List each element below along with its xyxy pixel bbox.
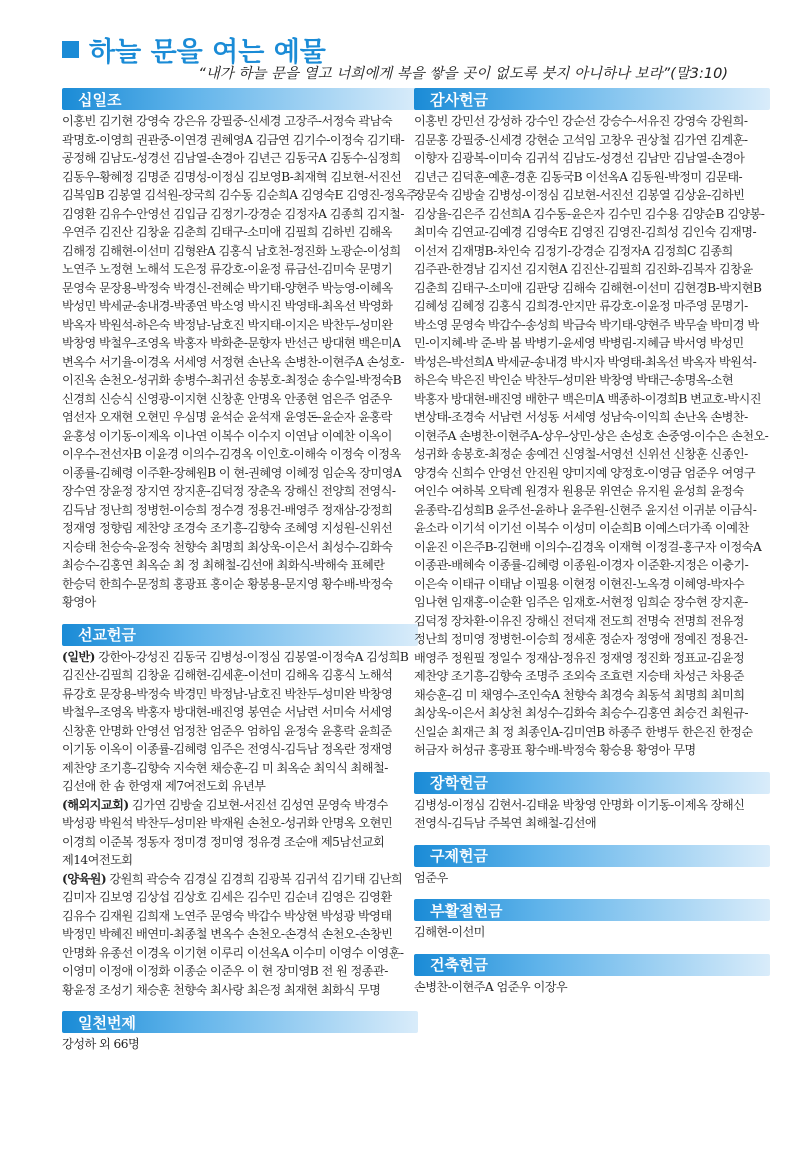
building-list: 손병찬-이현주A 엄준우 이장우 [414, 979, 568, 994]
thanks-list: 이홍빈 강민선 강성하 강수인 강순선 강승수-서유진 강영숙 강원희-김문홍 강필중-신세경 강현순 고석임 고창우 권상철 김가연 김계훈-이향자 김광복-이미숙 김귀석 김남도-성경선 김남만 김남열-손경아 김년근 김덕훈-예훈-경훈 김동국B 이선옥A 김동원-박정미 김문태-장문숙 김방술 김병성-이정심 김보현-서진선 김봉열 김상윤-김하빈 김상율-김은주 김선희A 김수동-윤은자 김수민 김수용 김양순B 김양봉-최미숙 김연교-김예경 김영숙E 김영진 김영진-김희성 김인숙 김재명-이선저 김재명B-차인숙 김정기-강경순 김정자A 김정희C 김종희 김주관-한경남 김지선 김지현A 김진산-김필희 김진화-김복자 김창윤 김춘희 김태구-소미애 김판당 김해숙 김해현-이선미 김현경B-박지현B 김혜성 김혜정 김홍식 김희경-안지만 류강호-이윤정 마주영 문명기-박소영 문영숙 박갑수-송성희 박금숙 박기태-양현주 박무술 박미경 박 민-이지혜-박 준-박 봄 박병기-윤세영 박병림-지혜금 박서영 박성민 박성은-박선희A 박세균-송내경 박시자 박영태-최옥선 박옥자 박원석-하은숙 박은진 박인순 박찬두-성미완 박창영 박태근-송명옥-소현 박홍자 방대현-배진영 배한구 백은미A 백종하-이경희B 변교호-박시진 변상태-조경숙 서남련 서성동 서세영 성남숙-이익희 손난옥 손병찬-이현주A 손병찬-이현주A-상우-상민-상은 손성호 손중영-이수은 손천오-성귀화 송봉호-최정순 송예건 신영철-서영선 신위선 신창훈 신종인-양경숙 신희수 안영선 안진원 양미지예 양정호-이영금 엄준우 여영구 여인수 여하복 오탁례 원경자 원용문 위연순 유지원 윤성희 윤정숙 윤종락-김성희B 윤주선-윤하나 윤주원-신현주 윤지선 이귀분 이금식-윤소라 이기석 이기선 이복수 이성미 이순희B 이예스더가족 이예찬 이윤진 이은주B-김현배 이의수-김경옥 이재혁 이정걸-홍구자 이정숙A 이종관-배혜숙 이종률-김혜령 이종원-이경자 이준환-지정은 이충기-이은숙 이태규 이태남 이필용 이현정 이현진-노옥경 이혜영-박자수 임나현 임재홍-이순환 임주은 임재호-서현정 임희순 장수현 장지훈-김덕정 장차환-이유진 장해신 전덕재 전도희 전명숙 전명희 전유정 정난희 정미영 정병헌-이승희 정세훈 정순자 정영애 정예진 정용건-배영주 정원필 정일수 정재삼-정유진 정재영 정진화 정표교-김윤정 제찬양 조기흥-김향숙 조명주 조외숙 조효련 지승태 차성근 차용준 채승훈-김 미 채영수-조인숙A 천향숙 최경숙 최동석 최명희 최미희 최상욱-이은서 최상천 최성수-김화숙 최승수-김홍연 최승건 최원규-신일순 최재근 최 정 최종인A-김미연B 하종주 한병두 한은진 한정순 허금자 허성규 홍광표 황수배-박정숙 황승용 황영아 무명 [414, 114, 769, 757]
scholarship-header: 장학헌금 [414, 772, 770, 794]
mission-section [62, 624, 418, 1000]
page-title-text: 하늘 문을 여는 예물 [89, 37, 326, 68]
mission-group-orphanage [62, 870, 418, 1000]
mission-group-label: (해외지교회) [62, 797, 129, 812]
building-header: 건축헌금 [414, 954, 770, 976]
thanks-section [414, 88, 770, 760]
mission-header: 선교헌금 [62, 624, 418, 646]
tithe-list: 이홍빈 김기현 강영숙 강은유 강필중-신세경 고장주-서정숙 곽남숙 곽명호-이영희 권관중-이연경 권혜영A 김금연 김기수-이정숙 김기태-공정해 김남도-성경선 김남열-손경아 김년근 김동국A 김동수-심정희 김동우-황혜정 김명준 김명성-이정심 김보영B-최재혁 김보현-서진선 김복임B 김봉열 김석원-장국희 김수동 김순희A 김영숙E 김영진-정옥주 김영환 김유수-안영선 김입금 김정기-강경순 김정자A 김종희 김지철-우연주 김진산 김창윤 김춘희 김태구-소미애 김필희 김하빈 김해옥 김해정 김해현-이선미 김형완A 김홍식 남호천-정진화 노광순-이성희 노연주 노정현 노해석 도은정 류강호-이윤정 류금선-김미숙 문명기 문영숙 문장용-박정숙 박경신-전혜순 박기태-양현주 박능영-이혜옥 박성민 박세균-송내경-박종연 박소영 박시진 박영태-최옥선 박영화 박옥자 박원석-하은숙 박정남-남호진 박지태-이지은 박찬두-성미완 박창영 박철우-조영옥 박홍자 박화춘-문향자 반선근 방대현 백은미A 변옥수 서기율-이경옥 서세영 서정현 손난옥 손병찬-이현주A 손성호-이진옥 손천오-성귀화 송병수-최귀선 송봉호-최정순 송수일-박정숙B 신경희 신승식 신영광-이지현 신창훈 안명옥 안종현 엄은주 엄준우 염선자 오재현 오현민 우심명 윤석순 윤석재 윤영돈-윤순자 윤홍락 윤홍성 이기동-이제옥 이나연 이복수 이수지 이연남 이예찬 이옥이 이우수-전선자B 이윤경 이의수-김경옥 이인호-이해숙 이정숙 이정옥 이종률-김혜령 이주환-장혜원B 이 현-권혜영 이혜정 임순옥 장미영A 장수연 장윤정 장지연 장지훈-김덕정 장춘옥 장해신 전양희 전영식-김득남 정난희 정병헌-이승희 정수경 정용건-배영주 정재삼-강정희 정재영 정향림 제찬양 조경숙 조기흥-김향숙 조혜영 지성원-신위선 지승태 천승숙-윤정숙 천향숙 최명희 최상욱-이은서 최성수-김화숙 최승수-김홍연 최옥순 최 정 최해철-김선애 최화식-박해숙 표혜란 한승덕 한희수-문정희 홍광표 홍이순 황봉용-문지영 황수배-박정숙 황영아 [62, 114, 418, 609]
one-thousand-header: 일천번제 [62, 1011, 418, 1033]
left-column [62, 88, 418, 1066]
easter-section [414, 899, 770, 942]
mission-group-text: 강한아-강성진 김동국 김병성-이정심 김봉열-이정숙A 김성희B 김진산-김필희 김창윤 김해현-김세훈-이선미 김해옥 김홍식 노해석 류강호 문장용-박정숙 박경민 박정남-남호진 박찬두-성미완 박창영 박철우-조영옥 박홍자 방대현-배진영 봉연순 서남련 서미숙 서세영 신창훈 안명화 안영선 엄정찬 엄준우 엄하임 윤정숙 윤홍락 윤희준 이기동 이옥이 이종률-김혜령 임주은 전영식-김득남 정옥란 정재영 제찬양 조기흥-김향숙 지숙현 채승훈-김 미 최옥순 최익식 최해철-김선애 한 솜 한영재 제7여전도회 유년부 [62, 649, 409, 793]
one-thousand-section [62, 1011, 418, 1054]
right-column [414, 88, 770, 1008]
relief-section [414, 845, 770, 888]
tithe-header: 십일조 [62, 88, 418, 110]
mission-group-label: (일반) [62, 649, 95, 664]
scholarship-section [414, 772, 770, 833]
scripture-subtitle: “내가 하늘 문을 열고 너희에게 복을 쌓을 곳이 없도록 붓지 아니하나 보라”(말3:10) [198, 66, 728, 82]
thanks-header: 감사헌금 [414, 88, 770, 110]
mission-group-overseas [62, 796, 418, 870]
mission-group-general [62, 648, 418, 796]
one-thousand-list: 강성하 외 66명 [62, 1037, 140, 1051]
mission-group-text: 김가연 김방술 김보현-서진선 김성연 문영숙 박경수 박성광 박원석 박찬두-성미완 박재원 손천오-성귀화 안명옥 오현민 이경희 이준복 정동자 정미경 정미영 정유경 조순애 제5남선교회 제14여전도회 [62, 797, 393, 867]
relief-list: 엄준우 [414, 870, 448, 885]
relief-header: 구제헌금 [414, 845, 770, 867]
mission-group-label: (양육원) [62, 871, 107, 886]
square-bullet-icon [62, 41, 79, 58]
mission-list [62, 646, 418, 1000]
building-section [414, 954, 770, 997]
easter-list: 김해현-이선미 [414, 925, 485, 939]
mission-group-text: 강원희 곽승숙 김경실 김경희 김광복 김귀석 김기태 김난희 김미자 김보영 김상섭 김상호 김세은 김수민 김순녀 김영은 김영환 김유수 김재원 김희재 노연주 문영숙 박갑수 박상현 박성광 박영태 박정민 박혜진 배연미-최종철 변옥수 손천오-손경석 손천오-손창빈 안명화 유종선 이경옥 이기현 이루리 이선옥A 이수미 이영수 이영훈-이영미 이정애 이정화 이종순 이준우 이 현 장미영B 전 원 정종관-황윤정 조성기 채승훈 천향숙 최사랑 최은정 최재현 최화식 무명 [62, 871, 404, 997]
scholarship-list: 김병성-이정심 김현서-김태윤 박창영 안명화 이기동-이제옥 장해신 전영식-김득남 주복연 최해철-김선애 [414, 797, 745, 830]
tithe-section [62, 88, 418, 612]
easter-header: 부활절헌금 [414, 899, 770, 921]
